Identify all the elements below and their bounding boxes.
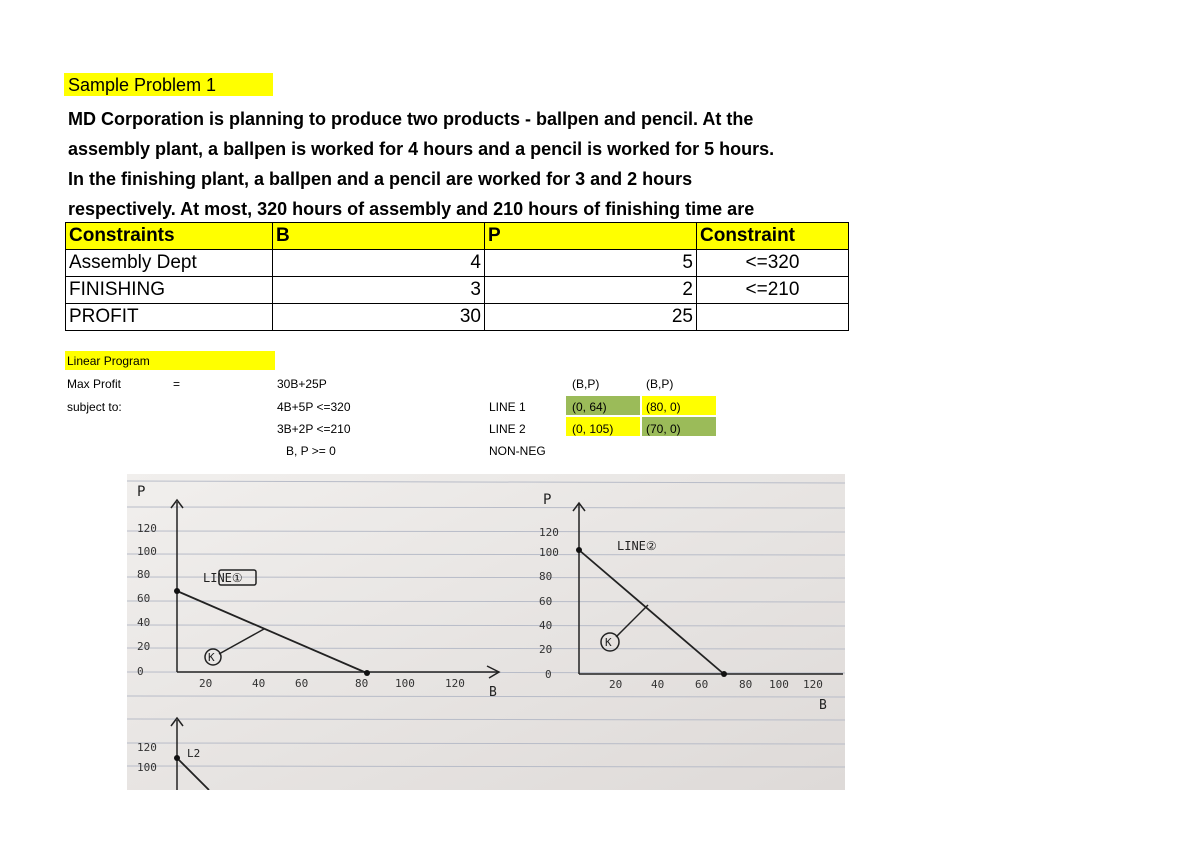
cell-constraint: <=210 (697, 277, 849, 304)
left-x-tick: 120 (445, 677, 465, 690)
constraint-nonneg: B, P >= 0 (286, 444, 336, 458)
line1-label: LINE 1 (489, 400, 526, 414)
left-y-tick: 100 (137, 545, 157, 558)
header-constraint: Constraint (697, 223, 849, 250)
left-line-label: LINE① (203, 571, 243, 585)
statement-line: assembly plant, a ballpen is worked for 4 hours and a pencil is worked for 5 hours. (68, 139, 775, 159)
right-x-tick: 80 (739, 678, 753, 691)
left-y-tick: 20 (137, 640, 151, 653)
left-x-tick: 80 (355, 677, 369, 690)
right-y-tick: 0 (545, 668, 552, 681)
row-label: FINISHING (66, 277, 273, 304)
row-label: PROFIT (66, 304, 273, 331)
left-intercept-p (174, 588, 180, 594)
right-x-tick: 20 (609, 678, 623, 691)
problem-title: Sample Problem 1 (68, 75, 217, 95)
constraints-table (65, 222, 849, 331)
left-y-tick: 40 (137, 616, 151, 629)
objective-function: 30B+25P (277, 377, 327, 391)
right-y-tick: 20 (539, 643, 553, 656)
right-y-tick: 120 (539, 526, 559, 539)
left-p-label: P (137, 484, 146, 500)
right-intercept-p (576, 547, 582, 553)
left-x-tick: 100 (395, 677, 415, 690)
left-y-tick: 60 (137, 592, 151, 605)
row-label: Assembly Dept (66, 250, 273, 277)
problem-statement (68, 104, 868, 224)
bottom-y-tick: 100 (137, 761, 157, 774)
left-y-tick: 120 (137, 522, 157, 535)
right-x-tick: 60 (695, 678, 709, 691)
line2-point2: (70, 0) (646, 422, 681, 436)
left-k-label: K (208, 651, 215, 664)
statement-line: respectively. At most, 320 hours of assembly and 210 hours of finishing time are (68, 199, 755, 219)
line1-point1: (0, 64) (572, 400, 607, 414)
table-row (66, 250, 849, 277)
left-b-label: B (489, 685, 497, 700)
cell-constraint (697, 304, 849, 331)
left-y-tick: 80 (137, 568, 151, 581)
max-profit-label: Max Profit (67, 377, 122, 391)
cell-b: 4 (273, 250, 485, 277)
statement-line: MD Corporation is planning to produce two products - ballpen and pencil. At the (68, 109, 754, 129)
equals-sign: = (173, 377, 181, 391)
right-p-label: P (543, 492, 552, 508)
right-y-tick: 80 (539, 570, 553, 583)
right-intercept-b (721, 671, 727, 677)
left-intercept-b (364, 670, 370, 676)
graph-sketch (127, 474, 845, 790)
cell-p: 25 (485, 304, 697, 331)
points-header-1: (B,P) (572, 377, 600, 391)
left-x-tick: 20 (199, 677, 213, 690)
bottom-line-label: L2 (187, 747, 201, 760)
table-row (66, 304, 849, 331)
cell-constraint: <=320 (697, 250, 849, 277)
line1-point2: (80, 0) (646, 400, 681, 414)
header-p: P (485, 223, 697, 250)
cell-b: 3 (273, 277, 485, 304)
right-x-tick: 40 (651, 678, 665, 691)
constraint-2: 3B+2P <=210 (277, 422, 351, 436)
table-header-row (66, 223, 849, 250)
bottom-y-tick: 120 (137, 741, 157, 754)
left-x-tick: 60 (295, 677, 309, 690)
left-x-tick: 40 (252, 677, 266, 690)
points-header-2: (B,P) (646, 377, 674, 391)
right-y-tick: 40 (539, 619, 553, 632)
line2-point1: (0, 105) (572, 422, 614, 436)
right-x-tick: 100 (769, 678, 789, 691)
header-b: B (273, 223, 485, 250)
right-b-label: B (819, 698, 827, 713)
right-x-tick: 120 (803, 678, 823, 691)
paper-background (127, 474, 845, 790)
cell-b: 30 (273, 304, 485, 331)
lp-heading: Linear Program (67, 354, 150, 368)
handwritten-graph-photo (127, 474, 845, 790)
header-constraints: Constraints (66, 223, 273, 250)
right-y-tick: 100 (539, 546, 559, 559)
line2-label: LINE 2 (489, 422, 526, 436)
cell-p: 5 (485, 250, 697, 277)
right-y-tick: 60 (539, 595, 553, 608)
statement-line: In the finishing plant, a ballpen and a pencil are worked for 3 and 2 hours (68, 169, 693, 189)
left-y-tick: 0 (137, 665, 144, 678)
bottom-intercept (174, 755, 180, 761)
constraint-1: 4B+5P <=320 (277, 400, 351, 414)
subject-to-label: subject to: (67, 400, 122, 414)
right-line-label: LINE② (617, 539, 657, 553)
table-row (66, 277, 849, 304)
right-k-label: K (605, 636, 612, 649)
cell-p: 2 (485, 277, 697, 304)
nonneg-label: NON-NEG (489, 444, 546, 458)
